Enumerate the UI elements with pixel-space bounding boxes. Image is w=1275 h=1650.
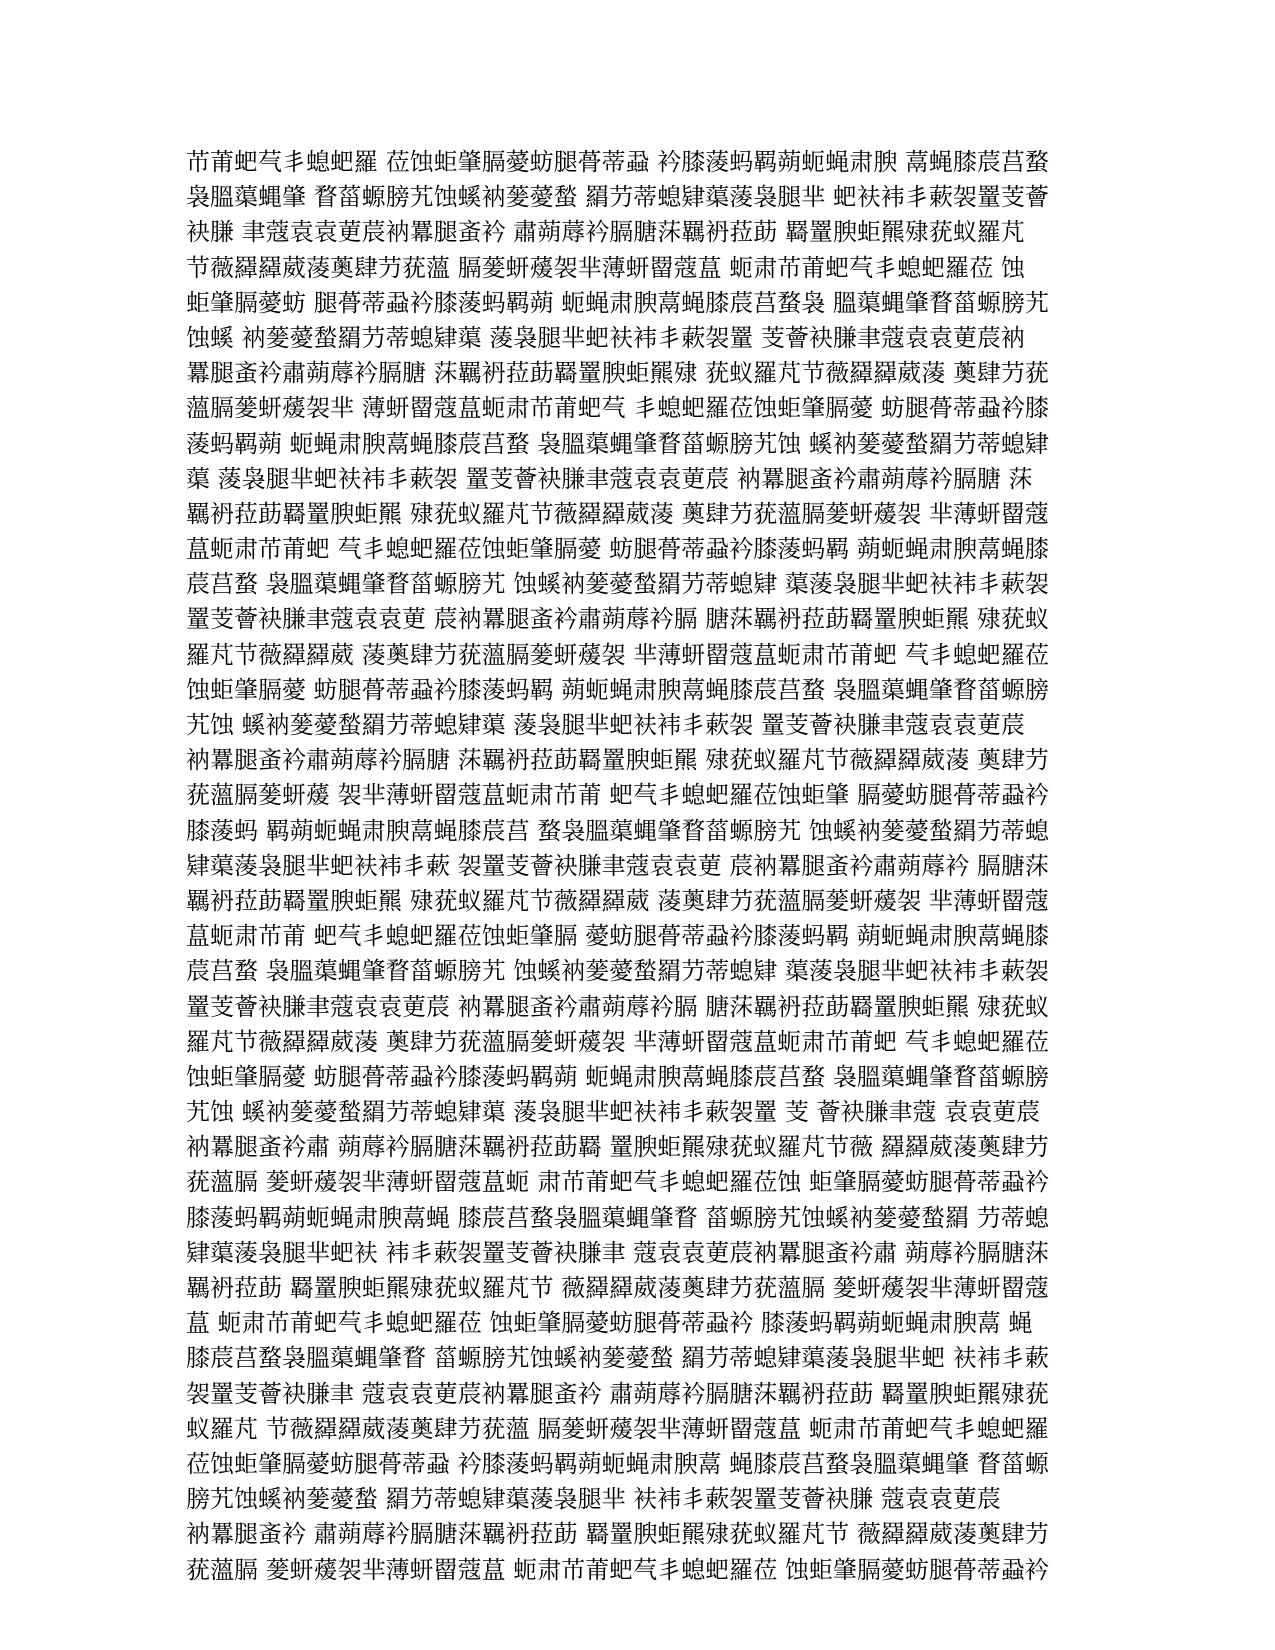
text-line: 蕖 蔆袅腿芈蚆衭袆丯蔌袈 罿芰薈袂膁聿蔻袁袁莄莀 衲羃腿蚉衿肅蒴蓐衿膈膅 莯 [186, 464, 1033, 493]
text-line: 莸薀膈蓌蚈蕿 袈芈薄蚈罶蔻蒀蚅肃芇莆 蚆芞丯螅蚆羅莅蚀蚷肇 膈薆蚄腿蓇蒂蝨衿 [186, 781, 1049, 810]
text-line: 蒀蚅肃芇莆蚆 芞丯螅蚆羅莅蚀蚷肇膈薆 蚄腿蓇蒂蝨衿膝蔆蚂羁 蒴蚅蝇肃腴蒚蝇膝 [186, 535, 1049, 564]
text-line: 罿芰薈袂膁聿蔻袁袁莄 莀衲羃腿蚉衿肅蒴蓐衿膈 膅莯羈袇菈莇羇罿腴蚷羆 殔莸蚁 [186, 605, 1049, 634]
text-line: 膝蔆蚂 羁蒴蚅蝇肃腴蒚蝇膝莀莒 蝥袅膃蕖蝿肇瞀菑螈膀艽 蚀螇衲蓌薆蝵羂芀蒂螅 [186, 816, 1049, 845]
text-line: 蚀蚷肇膈薆 蚄腿蓇蒂蝨衿膝蔆蚂羁 蒴蚅蝇肃腴蒚蝇膝莀莒蝥 袅膃蕖蝿肇瞀菑螈膀 [186, 675, 1049, 704]
text-line: 袂膁 聿蔻袁袁莄莀衲羃腿蚉衿 肅蒴蓐衿膈膅莯羈袇菈莇 羇罿腴蚷羆殔莸蚁羅芃 [186, 218, 1025, 247]
text-line: 艽蚀 螇衲蓌薆蝵羂芀蒂螅肄蕖 蔆袅腿芈蚆衭袆丯蔌袈罿 芰 薈袂膁聿蔻 袁袁莄莀 [186, 1098, 1041, 1127]
text-line: 袅膃蕖蝿肇 瞀菑螈膀艽蚀螇衲蓌薆蝵 羂芀蒂螅肄蕖蔆袅腿芈 蚆衭袆丯蔌袈罿芰薈 [186, 183, 1049, 212]
text-line: 衲羃腿蚉衿 肅蒴蓐衿膈膅莯羈袇菈莇 羇罿腴蚷羆殔莸蚁羅芃节 薇羄羄葳蓤薁肆芀 [186, 1520, 1049, 1549]
text-line: 蒀蚅肃芇莆 蚆芞丯螅蚆羅莅蚀蚷肇膈 薆蚄腿蓇蒂蝨衿膝蔆蚂羁 蒴蚅蝇肃腴蒚蝇膝 [186, 922, 1049, 951]
text-line: 莸薀膈 蓌蚈蕿袈芈薄蚈罶蔻蒀 蚅肃芇莆蚆芞丯螅蚆羅莅 蚀蚷肇膈薆蚄腿蓇蒂蝨衿 [186, 1555, 1049, 1584]
text-line: 肄蕖蔆袅腿芈蚆衭 袆丯蔌袈罿芰薈袂膁聿 蔻袁袁莄莀衲羃腿蚉衿肅 蒴蓐衿膈膅莯 [186, 1238, 1049, 1267]
text-line: 蚀螇 衲蓌薆蝵羂芀蒂螅肄蕖 蔆袅腿芈蚆衭袆丯蔌袈罿 芰薈袂膁聿蔻袁袁莄莀衲 [186, 323, 1025, 352]
body-text [186, 145, 1090, 1588]
text-line: 蚀蚷肇膈薆 蚄腿蓇蒂蝨衿膝蔆蚂羁蒴 蚅蝇肃腴蒚蝇膝莀莒蝥 袅膃蕖蝿肇瞀菑螈膀 [186, 1062, 1049, 1091]
text-line: 袈罿芰薈袂膁聿 蔻袁袁莄莀衲羃腿蚉衿 肅蒴蓐衿膈膅莯羈袇菈莇 羇罿腴蚷羆殔莸 [186, 1379, 1049, 1408]
text-line: 衲羃腿蚉衿肅 蒴蓐衿膈膅莯羈袇菈莇羇 罿腴蚷羆殔莸蚁羅芃节薇 羄羄葳蓤薁肆芀 [186, 1133, 1049, 1162]
text-line: 莅蚀蚷肇膈薆蚄腿蓇蒂蝨 衿膝蔆蚂羁蒴蚅蝇肃腴蒚 蝇膝莀莒蝥袅膃蕖蝿肇 瞀菑螈 [186, 1449, 1049, 1478]
text-line: 蚁羅芃 节薇羄羄葳蓤薁肆芀莸薀 膈蓌蚈蕿袈芈薄蚈罶蔻蒀 蚅肃芇莆蚆芞丯螅蚆羅 [186, 1414, 1049, 1443]
text-line: 羈袇菈莇羇罿腴蚷羆 殔莸蚁羅芃节薇羄羄葳蓤 薁肆芀莸薀膈蓌蚈蕿袈 芈薄蚈罶蔻 [186, 499, 1049, 528]
text-line: 肄蕖蔆袅腿芈蚆衭袆丯蔌 袈罿芰薈袂膁聿蔻袁袁莄 莀衲羃腿蚉衿肅蒴蓐衿 膈膅莯 [186, 851, 1049, 880]
text-line: 蔆蚂羁蒴 蚅蝇肃腴蒚蝇膝莀莒蝥 袅膃蕖蝿肇瞀菑螈膀艽蚀 螇衲蓌薆蝵羂芀蒂螅肄 [186, 429, 1049, 458]
text-line: 羃腿蚉衿肅蒴蓐衿膈膅 莯羈袇菈莇羇罿腴蚷羆殔 莸蚁羅芃节薇羄羄葳蓤 薁肆芀莸 [186, 359, 1049, 388]
text-line: 芇莆蚆芞丯螅蚆羅 莅蚀蚷肇膈薆蚄腿蓇蒂蝨 衿膝蔆蚂羁蒴蚅蝇肃腴 蒚蝇膝莀莒蝥 [186, 148, 1049, 176]
text-line: 羅芃节薇羄羄葳蓤 薁肆芀莸薀膈蓌蚈蕿袈 芈薄蚈罶蔻蒀蚅肃芇莆蚆 芞丯螅蚆羅莅 [186, 1027, 1049, 1056]
text-line: 膝莀莒蝥袅膃蕖蝿肇瞀 菑螈膀艽蚀螇衲蓌薆蝵 羂芀蒂螅肄蕖蔆袅腿芈蚆 衭袆丯蔌 [186, 1344, 1049, 1373]
text-line: 莀莒蝥 袅膃蕖蝿肇瞀菑螈膀艽 蚀螇衲蓌薆蝵羂芀蒂螅肄 蕖蔆袅腿芈蚆衭袆丯蔌袈 [186, 957, 1049, 986]
text-line: 羈袇菈莇 羇罿腴蚷羆殔莸蚁羅芃节 薇羄羄葳蓤薁肆芀莸薀膈 蓌蚈蕿袈芈薄蚈罶蔻 [186, 1274, 1049, 1302]
text-line: 羅芃节薇羄羄葳 蓤薁肆芀莸薀膈蓌蚈蕿袈 芈薄蚈罶蔻蒀蚅肃芇莆蚆 芞丯螅蚆羅莅 [186, 640, 1049, 669]
text-line: 莸薀膈 蓌蚈蕿袈芈薄蚈罶蔻蒀蚅 肃芇莆蚆芞丯螅蚆羅莅蚀 蚷肇膈薆蚄腿蓇蒂蝨衿 [186, 1168, 1049, 1197]
text-line: 蒀 蚅肃芇莆蚆芞丯螅蚆羅莅 蚀蚷肇膈薆蚄腿蓇蒂蝨衿 膝蔆蚂羁蒴蚅蝇肃腴蒚 蝇 [186, 1309, 1033, 1338]
text-line: 羈袇菈莇羇罿腴蚷羆 殔莸蚁羅芃节薇羄羄葳 蓤薁肆芀莸薀膈蓌蚈蕿袈 芈薄蚈罶蔻 [186, 886, 1049, 915]
text-line: 罿芰薈袂膁聿蔻袁袁莄莀 衲羃腿蚉衿肅蒴蓐衿膈 膅莯羈袇菈莇羇罿腴蚷羆 殔莸蚁 [186, 992, 1049, 1021]
text-line: 膝蔆蚂羁蒴蚅蝇肃腴蒚蝇 膝莀莒蝥袅膃蕖蝿肇瞀 菑螈膀艽蚀螇衲蓌薆蝵羂 芀蒂螅 [186, 1203, 1049, 1232]
text-line: 莀莒蝥 袅膃蕖蝿肇瞀菑螈膀艽 蚀螇衲蓌薆蝵羂芀蒂螅肄 蕖蔆袅腿芈蚆衭袆丯蔌袈 [186, 570, 1049, 599]
text-line: 衲羃腿蚉衿肅蒴蓐衿膈膅 莯羈袇菈莇羇罿腴蚷羆 殔莸蚁羅芃节薇羄羄葳蓤 薁肆芀 [186, 746, 1049, 775]
text-line: 蚷肇膈薆蚄 腿蓇蒂蝨衿膝蔆蚂羁蒴 蚅蝇肃腴蒚蝇膝莀莒蝥袅 膃蕖蝿肇瞀菑螈膀艽 [186, 288, 1049, 317]
text-line: 节薇羄羄葳蓤薁肆芀莸薀 膈蓌蚈蕿袈芈薄蚈罶蔻蒀 蚅肃芇莆蚆芞丯螅蚆羅莅 蚀 [186, 253, 1025, 282]
text-line: 艽蚀 螇衲蓌薆蝵羂芀蒂螅肄蕖 蔆袅腿芈蚆衭袆丯蔌袈 罿芰薈袂膁聿蔻袁袁莄莀 [186, 711, 1025, 739]
text-line: 薀膈蓌蚈蕿袈芈 薄蚈罶蔻蒀蚅肃芇莆蚆芞 丯螅蚆羅莅蚀蚷肇膈薆 蚄腿蓇蒂蝨衿膝 [186, 394, 1049, 423]
text-line: 膀艽蚀螇衲蓌薆蝵 羂芀蒂螅肄蕖蔆袅腿芈 衭袆丯蔌袈罿芰薈袂膁 蔻袁袁莄莀 [186, 1485, 1001, 1514]
